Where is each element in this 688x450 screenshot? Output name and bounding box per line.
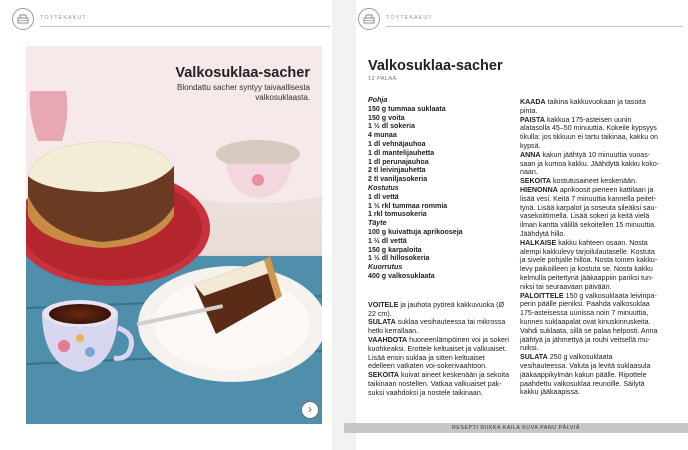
method-step-text: taikina kakkuvuokaan ja tasoita pinta. bbox=[520, 98, 646, 115]
method-step-keyword: PAISTA bbox=[520, 115, 545, 124]
recipe-right-column bbox=[520, 98, 660, 397]
cake-logo-icon bbox=[12, 8, 34, 30]
ingredient-item: 100 g kuivattuja aprikooseja bbox=[368, 227, 463, 236]
ingredient-group-label: Täyte bbox=[368, 219, 387, 228]
section-label: TÖYTEKAKUT bbox=[40, 15, 87, 21]
ingredient-item: 1 dl perunajauhoa bbox=[368, 157, 429, 166]
method-step-keyword: KAADA bbox=[520, 98, 546, 106]
credit-text: RESEPTI RIIKKA KAILA KUVA PANU PÄLVIÄ bbox=[451, 425, 580, 431]
recipe-servings: 12 PALAA bbox=[368, 76, 397, 82]
method-step-text: ja jauhota pyöreä kakkuvuoka (Ø 22 cm). bbox=[368, 300, 505, 318]
method-steps-left bbox=[368, 301, 510, 398]
method-step bbox=[520, 292, 660, 354]
chevron-right-icon: › bbox=[308, 402, 312, 416]
ingredient-item: 400 g valkosuklaata bbox=[368, 271, 435, 280]
method-step-keyword: ANNA bbox=[520, 150, 541, 159]
ingredient-item: 150 g karpaloita bbox=[368, 245, 422, 254]
ingredient-item: 1 dl vehnäjauhoa bbox=[368, 139, 426, 148]
ingredient-item: 2 tl leivinjauhetta bbox=[368, 166, 426, 175]
left-page-header bbox=[12, 8, 330, 32]
ingredient-item: 2 tl vaniljasokeria bbox=[368, 175, 428, 184]
ingredient-item: 4 munaa bbox=[368, 131, 397, 140]
method-step-text: 150 g valkosuklaata leivinpaperin päälle pieniksi. Paahda valkosuklaa 175-asteisessa uunissa noin 7 minuuttia, kunnes suklaapalat ovat kinuskinruskeita. Vahdi suklaata, sillä se palaa helposti. Anna jäähtyä ja jähmettyä ja rouhi veitsellä muruiksi. bbox=[520, 291, 658, 353]
ingredient-item: 1 dl vettä bbox=[368, 192, 399, 201]
method-step-text: aprikoosit pieneen kattilaan ja lisää vesi. Keitä 7 minuuttia kannella peitettynä. Lisää karpalot ja soseuta sileäksi sauvasekoittimella. Lisää sokeri ja keitä vielä ilman kantta välillä sekoitellen 15 minuuttia. Jäähdytä hillo. bbox=[520, 185, 657, 238]
method-step bbox=[520, 239, 660, 292]
ingredient-group-label: Kostutus bbox=[368, 183, 399, 192]
method-step-text: huoneenlämpöinen voi ja sokeri kuohkeaksi. Erottele keltuaiset ja valkuaiset. Lisää ensin suklaa ja sitten keltuaiset edelleen vatkaten voi-sokerivaahtoon. bbox=[368, 335, 509, 371]
ingredient-item: 1 rkl tomusokeria bbox=[368, 210, 427, 219]
method-step-text: kakku kahteen osaan. Nosta alempi kakkulevy tarjoilulautaselle. Kostuta ja sivele pohjalle hilloa. Nosta toinen kakkulevy paikoilleen ja kostuta se. Nosta kakku kelmulla peitettynä jääkaappiin pariksi tunniksi tai seuraavaan päivään. bbox=[520, 238, 658, 291]
method-step bbox=[520, 116, 660, 151]
method-step-keyword: PALOITTELE bbox=[520, 291, 564, 300]
next-page-button[interactable] bbox=[301, 401, 319, 419]
photo-title: Valkosuklaa-sacher bbox=[175, 65, 310, 81]
method-step bbox=[368, 371, 510, 397]
method-step bbox=[520, 177, 660, 186]
method-step-keyword: HIENONNA bbox=[520, 185, 558, 194]
ingredient-item: 150 g voita bbox=[368, 113, 405, 122]
method-step-keyword: SULATA bbox=[520, 353, 548, 362]
recipe-title: Valkosuklaa-sacher bbox=[368, 58, 503, 74]
method-step bbox=[520, 186, 660, 239]
method-step-text: kostutusaineet keskenään. bbox=[551, 177, 637, 186]
photo-subtitle: Blondattu sacher syntyy taivaallisesta valkosuklaasta. bbox=[177, 83, 310, 102]
method-step-keyword: HALKAISE bbox=[520, 238, 557, 247]
method-step-keyword: SULATA bbox=[368, 318, 396, 327]
ingredient-item: 1 dl mantelijauhetta bbox=[368, 148, 435, 157]
method-step-text: kakkua 175-asteisen uunin alatasolla 45–50 minuuttia. Kokeile kypsyys tikulla: jos tikkuun ei tartu taikinaa, kakku on kypsä. bbox=[520, 115, 659, 150]
method-step bbox=[520, 98, 660, 116]
method-step-text: kakun jäähtyä 10 minuuttia vuoassaan ja kumoa kakku. Jäähdytä kakku kokonaan. bbox=[520, 150, 660, 177]
ingredient-group-label: Kuorrutus bbox=[368, 263, 403, 272]
method-step bbox=[520, 353, 660, 397]
method-step-text: suklaa vesihauteessa tai mikrossa hetki kerrallaan. bbox=[368, 318, 506, 336]
method-step bbox=[520, 151, 660, 177]
method-step-text: kuivat aineet keskenään ja sekoita taikinaan nostellen. Vatkaa valkuaiset paksuksi vaahdoksi ja nostele taikinaan. bbox=[368, 371, 510, 397]
cake-logo-icon bbox=[358, 8, 380, 30]
header-rule bbox=[386, 26, 683, 27]
page-gutter bbox=[332, 0, 356, 450]
method-step-keyword: VAAHDOTA bbox=[368, 335, 408, 344]
ingredient-item: 1 ½ dl hillosokeria bbox=[368, 254, 430, 263]
section-label: TÖYTEKAKUT bbox=[386, 15, 433, 21]
header-rule bbox=[40, 26, 330, 27]
ingredient-item: 1 ½ dl vettä bbox=[368, 236, 407, 245]
recipe-left-column bbox=[368, 96, 510, 398]
method-step-text: 250 g valkosuklaata vesihauteessa. Valuta ja levitä suklaasula jääkaappikylmän kakun päälle. Ripottele paahdettu valkosuklaa reunoille. Säilytä kakku jääkaapissa. bbox=[520, 353, 651, 397]
ingredient-group-label: Pohja bbox=[368, 96, 388, 104]
ingredient-item: 1 ½ rkl tummaa rommia bbox=[368, 201, 448, 210]
cake-photo bbox=[26, 46, 322, 424]
method-step bbox=[368, 318, 510, 336]
ingredient-item: 1 ½ dl sokeria bbox=[368, 122, 415, 131]
right-page-header bbox=[358, 8, 683, 32]
method-step-keyword: SEKOITA bbox=[520, 177, 552, 186]
method-step bbox=[368, 301, 510, 319]
method-step bbox=[368, 336, 510, 371]
ingredient-item: 150 g tummaa suklaata bbox=[368, 104, 446, 113]
method-step-keyword: VOITELE bbox=[368, 300, 399, 309]
credit-bar bbox=[344, 423, 688, 433]
ingredient-list bbox=[368, 96, 510, 281]
method-step-keyword: SEKOITA bbox=[368, 371, 400, 380]
method-steps-right bbox=[520, 98, 660, 397]
